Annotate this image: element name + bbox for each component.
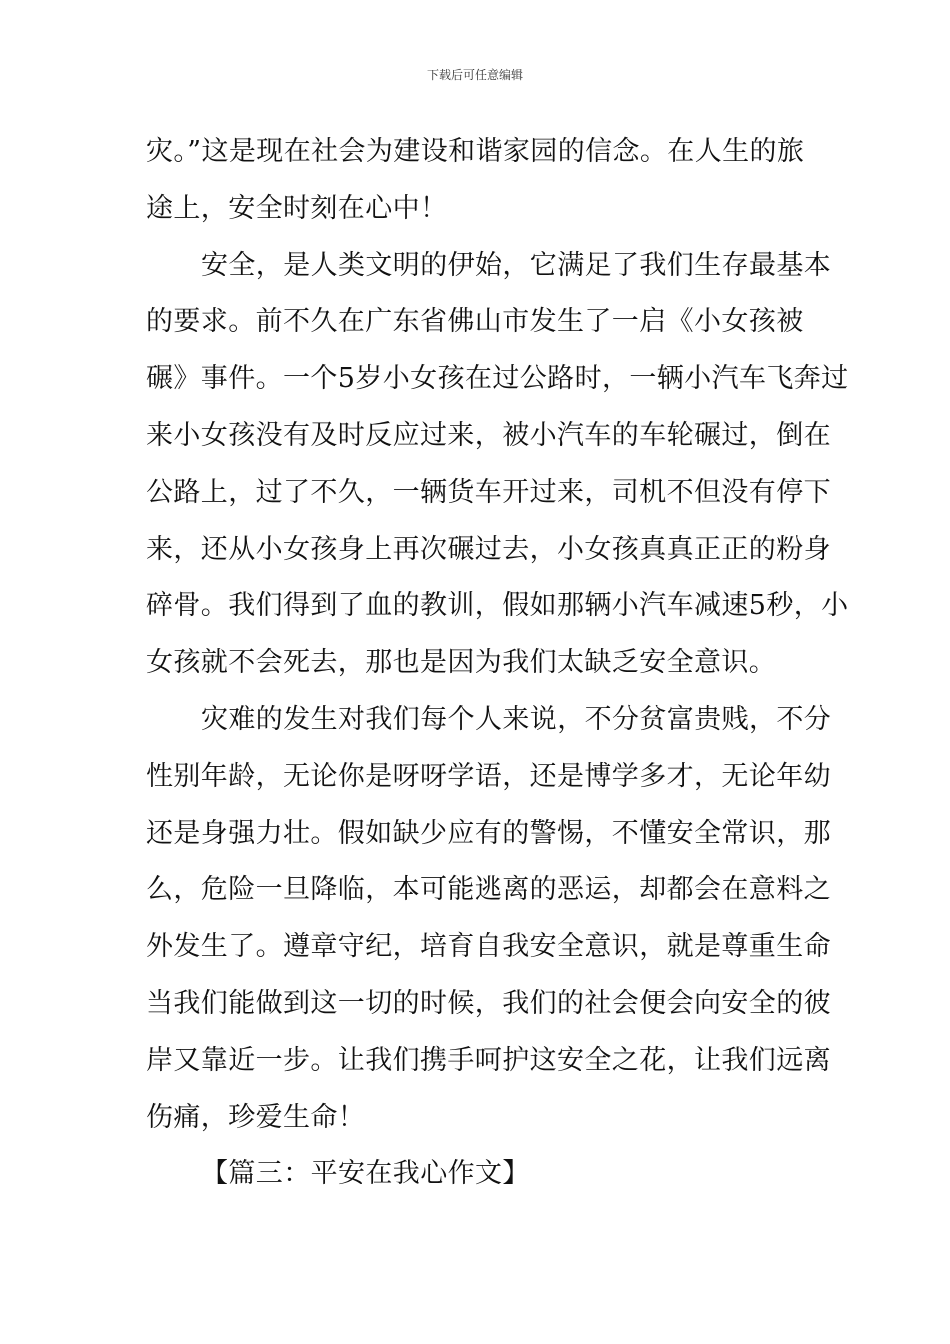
document-body [146, 124, 849, 1203]
paragraph-line: 性别年龄，无论你是呀呀学语，还是博学多才，无论年幼 [146, 760, 831, 792]
paragraph-line: 灾。”这是现在社会为建设和谐家园的信念。在人生的旅 [146, 136, 805, 167]
section-heading: 【篇三：平安在我心作文】 [201, 1158, 530, 1190]
paragraph-line: 女孩就不会死去，那也是因为我们太缺乏安全意识。 [146, 647, 777, 679]
paragraph-line: 灾难的发生对我们每个人来说，不分贫富贵贱，不分 [201, 703, 832, 735]
page-header: 下载后可任意编辑 [426, 68, 523, 82]
paragraph-line: 碾》事件。一个5岁小女孩在过公路时，一辆小汽车飞奔过 [146, 363, 849, 395]
paragraph-line: 的要求。前不久在广东省佛山市发生了一启《小女孩被 [146, 306, 804, 338]
paragraph-line: 途上，安全时刻在心中！ [146, 192, 448, 224]
paragraph-line: 当我们能做到这一切的时候，我们的社会便会向安全的彼 [146, 987, 831, 1019]
paragraph-line: 外发生了。遵章守纪，培育自我安全意识，就是尊重生命 [146, 931, 831, 963]
paragraph-line: 么，危险一旦降临，本可能逃离的恶运，却都会在意料之 [146, 874, 831, 906]
paragraph-line: 碎骨。我们得到了血的教训，假如那辆小汽车减速5秒，小 [146, 590, 849, 622]
paragraph-line: 公路上，过了不久，一辆货车开过来，司机不但没有停下 [146, 476, 831, 508]
paragraph-line: 岸又靠近一步。让我们携手呵护这安全之花，让我们远离 [146, 1044, 831, 1076]
paragraph-line: 伤痛，珍爱生命！ [146, 1101, 366, 1133]
paragraph-line: 来小女孩没有及时反应过来，被小汽车的车轮碾过，倒在 [146, 419, 831, 451]
paragraph-line: 来，还从小女孩身上再次碾过去，小女孩真真正正的粉身 [146, 533, 831, 565]
paragraph-line: 安全，是人类文明的伊始，它满足了我们生存最基本 [201, 249, 832, 281]
paragraph-line: 还是身强力壮。假如缺少应有的警惕，不懂安全常识，那 [146, 817, 831, 849]
